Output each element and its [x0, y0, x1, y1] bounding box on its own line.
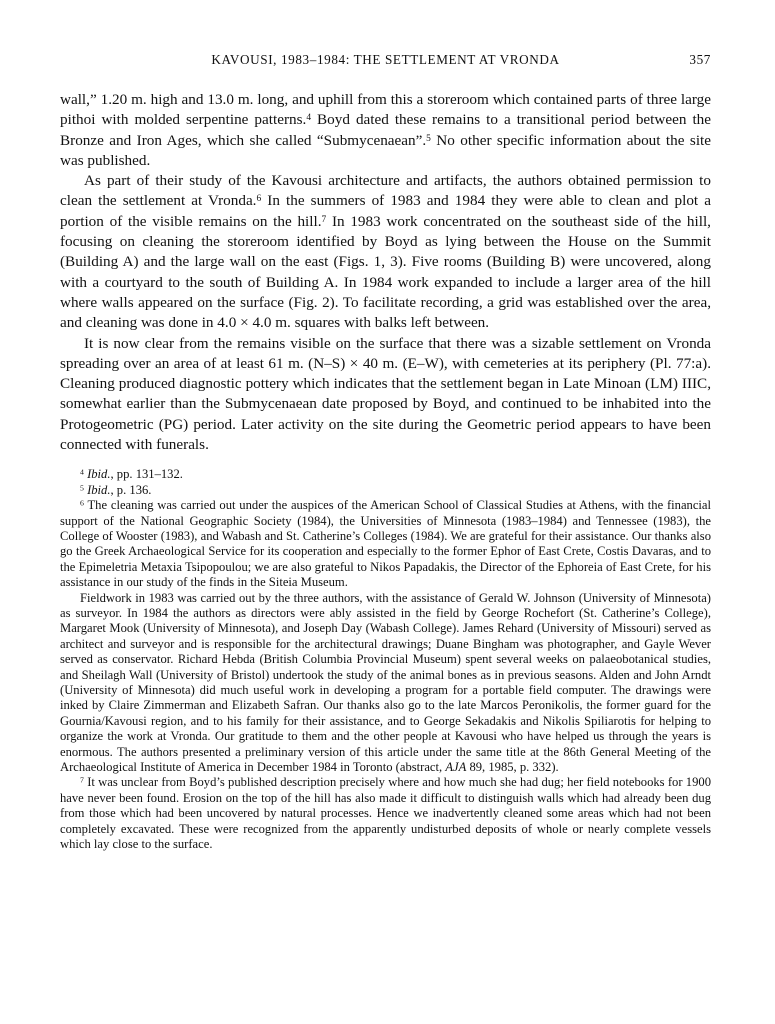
- p1-text-b: Boyd dated these remains to a transitional period between the Bronze and Iron Ages, which she called “Submycenaean”.: [60, 111, 711, 149]
- footnote-5-number: 5: [80, 483, 84, 493]
- body-text: [60, 90, 711, 455]
- footnotes: [60, 467, 711, 852]
- footnote-4-ibid: Ibid.: [87, 467, 111, 482]
- paragraph-2: [60, 171, 711, 333]
- p2-text-c: In 1983 work concentrated on the southeast side of the hill, focusing on cleaning the storeroom identified by Boyd as lying between the House on the Summit (Building A) and the large wall on the east (Figs. 1, 3). Five rooms (Building B) were uncovered, along with a courtyard to the south of Building A. In 1984 work expanded to include a larger area of the hill where walls appeared on the surface (Fig. 2). To facilitate recording, a grid was established over the area, and cleaning was done in 4.0 × 4.0 m. squares with balks left between.: [60, 212, 711, 332]
- footnote-ref-5: 5: [426, 133, 431, 144]
- running-header: [60, 52, 711, 74]
- footnote-7: [60, 775, 711, 852]
- footnote-ref-4: 4: [306, 113, 312, 124]
- paragraph-3: It is now clear from the remains visible on the surface that there was a sizable settlement on Vronda spreading over an area of at least 61 m. (N–S) × 40 m. (E–W), with cemeteries at its periphery (Pl. 77:a). Cleaning produced diagnostic pottery which indicates that the settlement began in Late Minoan (LM) IIIC, somewhat earlier than the Submycenaean date proposed by Boyd, and continued to be inhabited into the Protogeometric (PG) period. Later activity on the site during the Geometric period appears to have been connected with funerals.: [60, 334, 711, 454]
- footnote-7-text: It was unclear from Boyd’s published description precisely where and how much she had dug; her field notebooks for 1900 have never been found. Erosion on the top of the hill has also made it difficult to distinguish walls which had already been dug from those which had been uncovered by natural processes. Hence we inadvertently cleaned some areas which had not been completely excavated. These were recognized from the apparently undisturbed deposits of whole or nearly complete vessels which lay close to the surface.: [60, 775, 711, 852]
- footnote-5-text: , p. 136.: [110, 482, 152, 497]
- footnote-6b-journal: AJA: [445, 760, 467, 775]
- p2-text-b: In the summers of 1983 and 1984 they were able to clean and plot a portion of the visible remains on the hill.: [60, 192, 711, 230]
- paragraph-1: [60, 90, 711, 171]
- footnote-6b-text-b: 89, 1985, p. 332).: [466, 760, 559, 775]
- footnote-6b-text-a: Fieldwork in 1983 was carried out by the three authors, with the assistance of Gerald W. Johnson (University of Minnesota) as surveyor. In 1984 the authors as directors were ably assisted in the field by George Rochefort (St. Catherine’s College), Margaret Mook (University of Minnesota), and Joseph Day (Wabash College). James Rehard (University of Missouri) served as architect and surveyor and is responsible for the architectural drawings; Duane Bingham was photographer, and Gayle Wever served as conservator. Richard Hebda (British Columbia Provincial Museum) spent several weeks on palaeobotanical studies, and Sheilagh Wall (University of Bristol) undertook the study of the animal bones as in previous seasons. Alden and John Arndt (University of Minnesota) did much useful work in developing a program for a portable field computer. The drawings were inked by Claire Zimmerman and Elizabeth Safran. Our thanks also go to the late Marcos Peronikolis, the former guard for the Gournia/Kavousi region, and to his family for their assistance, and to George Sekadakis and Nikolis Spiliarotis for helping to organize the work at Vronda. Our gratitude to them and the other people at Kavousi who have helped us through the years is enormous. The authors presented a preliminary version of this article under the same title at the 86th General Meeting of the Archaeological Institute of America in December 1984 in Toronto (abstract,: [60, 590, 711, 775]
- p1-text-c: No other specific information about the site was published.: [60, 131, 711, 169]
- footnote-4-text: , pp. 131–132.: [110, 467, 183, 482]
- page-number: 357: [689, 52, 711, 67]
- p1-text-a: wall,” 1.20 m. high and 13.0 m. long, and uphill from this a storeroom which contained parts of three large pithoi with molded serpentine patterns.: [60, 91, 711, 129]
- page: [60, 52, 711, 853]
- footnote-6-continued: [60, 591, 711, 776]
- footnote-6-text: The cleaning was carried out under the auspices of the American School of Classical Studies at Athens, with the financial support of the National Geographic Society (1984), the Universities of Minnesota (1983–1984) and Tennessee (1983), the College of Wooster (1983), and Wabash and St. Catherine’s Colleges (1984). We are grateful for their assistance. Our thanks also go the Greek Archaeological Service for its cooperation and especially to the former Ephor of East Crete, Costis Davaras, and to the Epimeletria Metaxia Tsipopoulou; we are also grateful to Nikos Papadakis, the Director of the Ephoreia of East Crete, for his assistance in our study of the finds in the Siteia Museum.: [60, 498, 712, 590]
- footnote-4: [60, 467, 711, 482]
- footnote-ref-7: 7: [321, 214, 327, 225]
- footnote-ref-6: 6: [256, 194, 262, 205]
- footnote-7-number: 7: [80, 775, 84, 785]
- footnote-6: [60, 498, 711, 590]
- footnote-6-number: 6: [80, 498, 84, 508]
- footnote-5-ibid: Ibid.: [87, 482, 111, 497]
- p2-text-a: As part of their study of the Kavousi architecture and artifacts, the authors obtained permission to clean the settlement at Vronda.: [60, 172, 711, 210]
- running-title: KAVOUSI, 1983–1984: THE SETTLEMENT AT VRONDA: [211, 52, 560, 67]
- footnote-4-number: 4: [80, 467, 84, 477]
- footnote-5: [60, 483, 711, 498]
